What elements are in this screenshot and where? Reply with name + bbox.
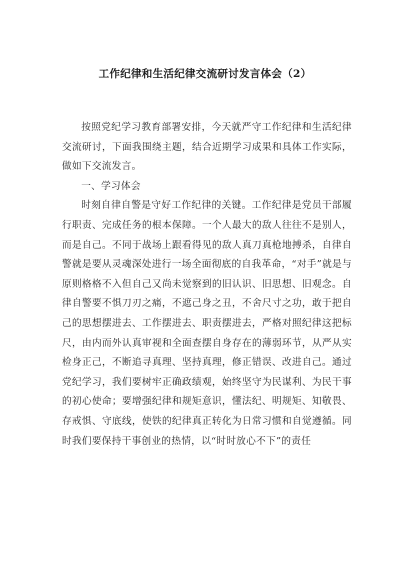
intro-paragraph: 按照党纪学习教育部署安排，今天就严守工作纪律和生活纪律交流研讨，下面我围绕主题，结合近期学习成果和具体工作实际，做如下交流发言。: [62, 122, 352, 173]
document-title: 工作纪律和生活纪律交流研讨发言体会（2）: [98, 68, 312, 80]
section-heading: 一、学习体会: [81, 180, 141, 192]
body-paragraph: 时刻自律自警是守好工作纪律的关键。工作纪律是党员干部履行职责、完成任务的根本保障。一个人最大的敌人往往不是别人，而是自己。不同于战场上跟看得见的敌人真刀真枪地搏杀，自律自警就是要从灵魂深处进行一场全面彻底的自我革命，“对手”就是与原则格格不入但自己又尚未觉察到的旧认识、旧思想、旧观念。自律自警要不惧刀刃之痛，不遮己身之丑，不舍尺寸之功，敢于把自己的思想摆进去、工作摆进去、职责摆进去，严格对照纪律这把标尺，由内而外认真审视和全面查摆自身存在的薄弱环节，从严从实检身正己，不断追寻真理、坚持真理，修正错误、改进自己。通过党纪学习，我们要树牢正确政绩观，始终坚守为民谋利、为民干事的初心使命；要增强纪律和规矩意识，懂法纪、明规矩、知敬畏、存戒惧、守底线，使铁的纪律真正转化为日常习惯和自觉遵循。同时我们要保持干事创业的热情，以“时时放心不下”的责任: [62, 200, 352, 447]
document-body: [62, 118, 352, 451]
